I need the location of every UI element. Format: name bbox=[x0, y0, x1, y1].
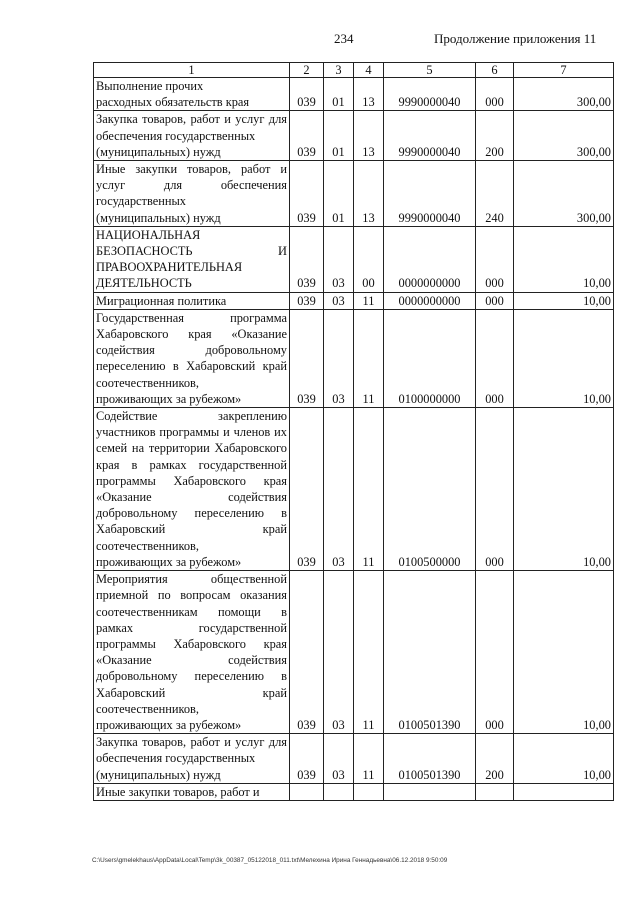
code-main-manager: 039 bbox=[290, 78, 324, 111]
code-subsection: 11 bbox=[354, 571, 384, 734]
code-main-manager: 039 bbox=[290, 309, 324, 407]
table-row bbox=[94, 309, 614, 407]
code-expense-type: 200 bbox=[476, 111, 514, 161]
row-name: Мероприятия общественной приемной по вопросам оказания соотечественникам помощи в рамках государственной программы Хабаровского края «Оказание содействия добровольному переселению в Хабаровский край соотечественников, проживающих за рубежом» bbox=[94, 571, 290, 734]
table-row bbox=[94, 161, 614, 227]
code-expense-type: 000 bbox=[476, 571, 514, 734]
column-header: 5 bbox=[384, 63, 476, 78]
code-section: 03 bbox=[324, 292, 354, 309]
amount: 10,00 bbox=[514, 309, 614, 407]
code-expense-type: 000 bbox=[476, 78, 514, 111]
amount: 300,00 bbox=[514, 78, 614, 111]
code-target-item: 0100000000 bbox=[384, 309, 476, 407]
row-name: Закупка товаров, работ и услуг для обеспечения государственных (муниципальных) нужд bbox=[94, 111, 290, 161]
code-section bbox=[324, 783, 354, 800]
code-subsection: 13 bbox=[354, 161, 384, 227]
appendix-title: Продолжение приложения 11 bbox=[434, 31, 597, 46]
row-name: Выполнение прочих расходных обязательств края bbox=[94, 78, 290, 111]
code-main-manager bbox=[290, 783, 324, 800]
table-row bbox=[94, 111, 614, 161]
row-name: Иные закупки товаров, работ и bbox=[94, 783, 290, 800]
row-name: Государственная программа Хабаровского края «Оказание содействия добровольному переселению в Хабаровский край соотечественников, проживающих за рубежом» bbox=[94, 309, 290, 407]
code-section: 01 bbox=[324, 78, 354, 111]
file-path-footer: C:\Users\gmelekhaus\AppData\Local\Temp\3k_00387_05122018_011.txt\Мелехина Ирина Геннадьевна\06.12.2018 9:50:09 bbox=[92, 857, 448, 864]
code-expense-type: 000 bbox=[476, 408, 514, 571]
code-main-manager: 039 bbox=[290, 571, 324, 734]
code-target-item: 0000000000 bbox=[384, 292, 476, 309]
row-name: Закупка товаров, работ и услуг для обеспечения государственных (муниципальных) нужд bbox=[94, 734, 290, 784]
table-row bbox=[94, 292, 614, 309]
code-target-item: 9990000040 bbox=[384, 111, 476, 161]
page-number: 234 bbox=[334, 31, 354, 46]
code-section: 03 bbox=[324, 408, 354, 571]
amount bbox=[514, 783, 614, 800]
code-section: 03 bbox=[324, 571, 354, 734]
code-target-item: 0100500000 bbox=[384, 408, 476, 571]
row-name: Иные закупки товаров, работ и услуг для обеспечения государственных (муниципальных) нужд bbox=[94, 161, 290, 227]
column-header: 6 bbox=[476, 63, 514, 78]
amount: 10,00 bbox=[514, 571, 614, 734]
code-subsection bbox=[354, 783, 384, 800]
row-name: Содействие закреплению участников программы и членов их семей на территории Хабаровского края в рамках государственной программы Хабаровского края «Оказание содействия добровольному переселению в Хабаровский край соотечественников, проживающих за рубежом» bbox=[94, 408, 290, 571]
code-subsection: 00 bbox=[354, 226, 384, 292]
amount: 10,00 bbox=[514, 734, 614, 784]
code-main-manager: 039 bbox=[290, 111, 324, 161]
column-header: 1 bbox=[94, 63, 290, 78]
row-name: НАЦИОНАЛЬНАЯ БЕЗОПАСНОСТЬ И ПРАВООХРАНИТЕЛЬНАЯ ДЕЯТЕЛЬНОСТЬ bbox=[94, 226, 290, 292]
code-section: 01 bbox=[324, 161, 354, 227]
table-row bbox=[94, 226, 614, 292]
code-main-manager: 039 bbox=[290, 161, 324, 227]
amount: 300,00 bbox=[514, 111, 614, 161]
code-subsection: 13 bbox=[354, 111, 384, 161]
amount: 10,00 bbox=[514, 408, 614, 571]
code-expense-type: 240 bbox=[476, 161, 514, 227]
code-expense-type bbox=[476, 783, 514, 800]
table-row bbox=[94, 571, 614, 734]
column-header: 7 bbox=[514, 63, 614, 78]
amount: 300,00 bbox=[514, 161, 614, 227]
budget-table bbox=[93, 62, 614, 801]
code-main-manager: 039 bbox=[290, 734, 324, 784]
table-row bbox=[94, 734, 614, 784]
code-expense-type: 200 bbox=[476, 734, 514, 784]
code-subsection: 11 bbox=[354, 408, 384, 571]
code-main-manager: 039 bbox=[290, 226, 324, 292]
code-target-item: 0100501390 bbox=[384, 734, 476, 784]
table-header-row bbox=[94, 63, 614, 78]
code-subsection: 11 bbox=[354, 292, 384, 309]
code-subsection: 13 bbox=[354, 78, 384, 111]
column-header: 2 bbox=[290, 63, 324, 78]
table-row bbox=[94, 408, 614, 571]
code-target-item: 9990000040 bbox=[384, 161, 476, 227]
code-target-item: 0100501390 bbox=[384, 571, 476, 734]
code-expense-type: 000 bbox=[476, 309, 514, 407]
column-header: 4 bbox=[354, 63, 384, 78]
code-section: 03 bbox=[324, 734, 354, 784]
code-target-item: 0000000000 bbox=[384, 226, 476, 292]
code-section: 03 bbox=[324, 226, 354, 292]
code-section: 01 bbox=[324, 111, 354, 161]
amount: 10,00 bbox=[514, 226, 614, 292]
row-name: Миграционная политика bbox=[94, 292, 290, 309]
code-expense-type: 000 bbox=[476, 226, 514, 292]
code-expense-type: 000 bbox=[476, 292, 514, 309]
code-target-item: 9990000040 bbox=[384, 78, 476, 111]
code-subsection: 11 bbox=[354, 734, 384, 784]
code-main-manager: 039 bbox=[290, 292, 324, 309]
table-row bbox=[94, 783, 614, 800]
code-main-manager: 039 bbox=[290, 408, 324, 571]
code-target-item bbox=[384, 783, 476, 800]
code-section: 03 bbox=[324, 309, 354, 407]
amount: 10,00 bbox=[514, 292, 614, 309]
code-subsection: 11 bbox=[354, 309, 384, 407]
table-row bbox=[94, 78, 614, 111]
column-header: 3 bbox=[324, 63, 354, 78]
